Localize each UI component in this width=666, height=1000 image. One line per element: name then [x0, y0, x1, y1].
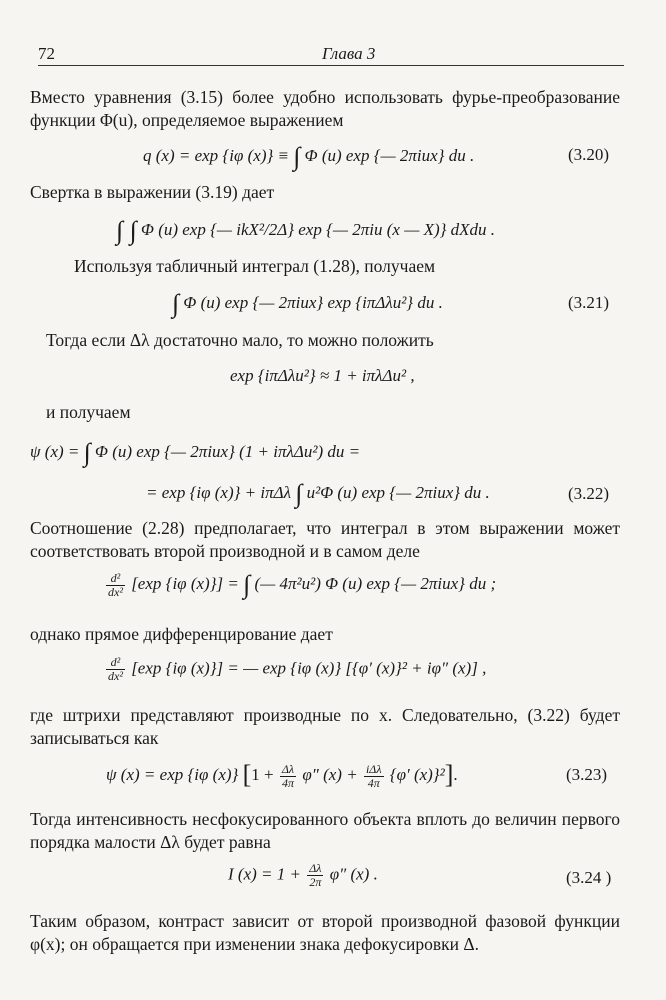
- equation-3-20: [143, 142, 474, 172]
- eq-3-20-lhs: q (x) = exp {iφ (x)} ≡: [143, 146, 294, 165]
- equation-number-3-22: (3.22): [568, 484, 610, 503]
- right-bracket: ]: [444, 760, 454, 789]
- fraction-d2-dx2: $\frac{\text{d²}}{\text{dx²}}$: [108, 655, 123, 683]
- fraction-idl-4pi: $\frac{\text{iΔλ}}{4\pi}$: [365, 761, 382, 790]
- integral-sign: ∫: [83, 438, 91, 467]
- paragraph-9: Тогда интенсивность несфокусированного объекта вплоть до величин первого порядка малости Δλ будет равна: [30, 809, 620, 852]
- eq-3-20-rhs: Φ (u) exp {— 2πiux} du .: [300, 146, 475, 165]
- header-rule: [38, 65, 624, 66]
- eq-conv-rhs: Φ (u) exp {— ikX²/2Δ} exp {— 2πiu (x — X)} dXdu .: [136, 220, 496, 239]
- equation-number-3-23: (3.23): [566, 765, 608, 784]
- eq-3-23-mid: φ″ (x) +: [298, 765, 362, 784]
- equation-convolution: [116, 216, 495, 246]
- equation-second-derivative-a: [104, 570, 496, 600]
- paragraph-3: Используя табличный интеграл (1.28), получаем: [74, 256, 436, 276]
- paragraph-1: Вместо уравнения (3.15) более удобно использовать фурье-преобразование функции Φ(u), определяемое выражением: [30, 87, 620, 130]
- paragraph-10: Таким образом, контраст зависит от второй производной фазовой функции φ(x); он обращается при изменении знака дефокусировки Δ.: [30, 911, 620, 954]
- equation-3-23: [106, 760, 458, 790]
- equation-3-24: [228, 862, 378, 889]
- paragraph-4: Тогда если Δλ достаточно мало, то можно положить: [46, 330, 434, 350]
- eq-3-23-end: {φ′ (x)}²: [385, 765, 445, 784]
- equation-3-22-line1: [30, 438, 360, 468]
- integral-sign: ∫: [243, 570, 251, 599]
- equation-approximation: exp {iπΔλu²} ≈ 1 + iπλΔu² ,: [230, 366, 415, 385]
- eq-3-24-rhs: φ″ (x) .: [325, 864, 378, 884]
- left-bracket: [: [242, 760, 252, 789]
- eq-3-23-dot: .: [453, 765, 458, 784]
- equation-3-21: [172, 289, 443, 319]
- fraction-dl-4pi: $\frac{\Delta\lambda}{4\pi}$: [281, 761, 295, 790]
- fraction-dl-2pi: $\frac{\Delta\lambda}{2\pi}$: [309, 861, 322, 889]
- eq-3-21-rhs: Φ (u) exp {— 2πiux} exp {iπΔλu²} du .: [179, 293, 443, 312]
- paragraph-7: однако прямое дифференцирование дает: [30, 624, 333, 644]
- eq-3-22-lhs: ψ (x) =: [30, 442, 84, 461]
- paragraph-2: Свертка в выражении (3.19) дает: [30, 182, 275, 202]
- eq-3-22b-rhs: u²Φ (u) exp {— 2πiux} du .: [302, 483, 490, 502]
- equation-3-22-line2: [146, 479, 490, 509]
- integral-sign: ∫: [172, 289, 180, 318]
- equation-number-3-24: (3.24 ): [566, 868, 612, 887]
- paragraph-8: где штрихи представляют производные по x. Следовательно, (3.22) будет записываться как: [30, 705, 620, 748]
- eq-d2a-rhs: (— 4π²u²) Φ (u) exp {— 2πiux} du ;: [250, 574, 497, 593]
- equation-number-3-21: (3.21): [568, 293, 610, 312]
- page-number: 72: [38, 44, 55, 63]
- fraction-d2-dx2: $\frac{\text{d²}}{\text{dx²}}$: [108, 570, 123, 599]
- eq-3-22b-lhs: = exp {iφ (x)} + iπΔλ: [146, 483, 296, 502]
- integral-sign: ∫: [295, 479, 303, 508]
- eq-3-22-rhs: Φ (u) exp {— 2πiux} (1 + iπλΔu²) du =: [90, 442, 361, 461]
- integral-sign: ∫: [293, 142, 301, 171]
- eq-3-23-one: 1 +: [251, 765, 278, 784]
- eq-3-24-lhs: I (x) = 1 +: [228, 864, 306, 884]
- chapter-title: Глава 3: [322, 44, 376, 63]
- double-integral-sign: ∫ ∫: [116, 216, 137, 245]
- eq-d2b-rhs: [exp {iφ (x)}] = — exp {iφ (x)} [{φ′ (x)}² + iφ″ (x)] ,: [126, 658, 487, 678]
- eq-3-23-lhs: ψ (x) = exp {iφ (x)}: [106, 765, 243, 784]
- paragraph-6: Соотношение (2.28) предполагает, что интеграл в этом выражении может соответствовать второй производной и в самом деле: [30, 518, 620, 561]
- eq-d2a-mid: [exp {iφ (x)}] =: [126, 574, 244, 593]
- equation-second-derivative-b: [104, 656, 486, 683]
- equation-number-3-20: (3.20): [568, 145, 610, 164]
- paragraph-5: и получаем: [46, 402, 131, 422]
